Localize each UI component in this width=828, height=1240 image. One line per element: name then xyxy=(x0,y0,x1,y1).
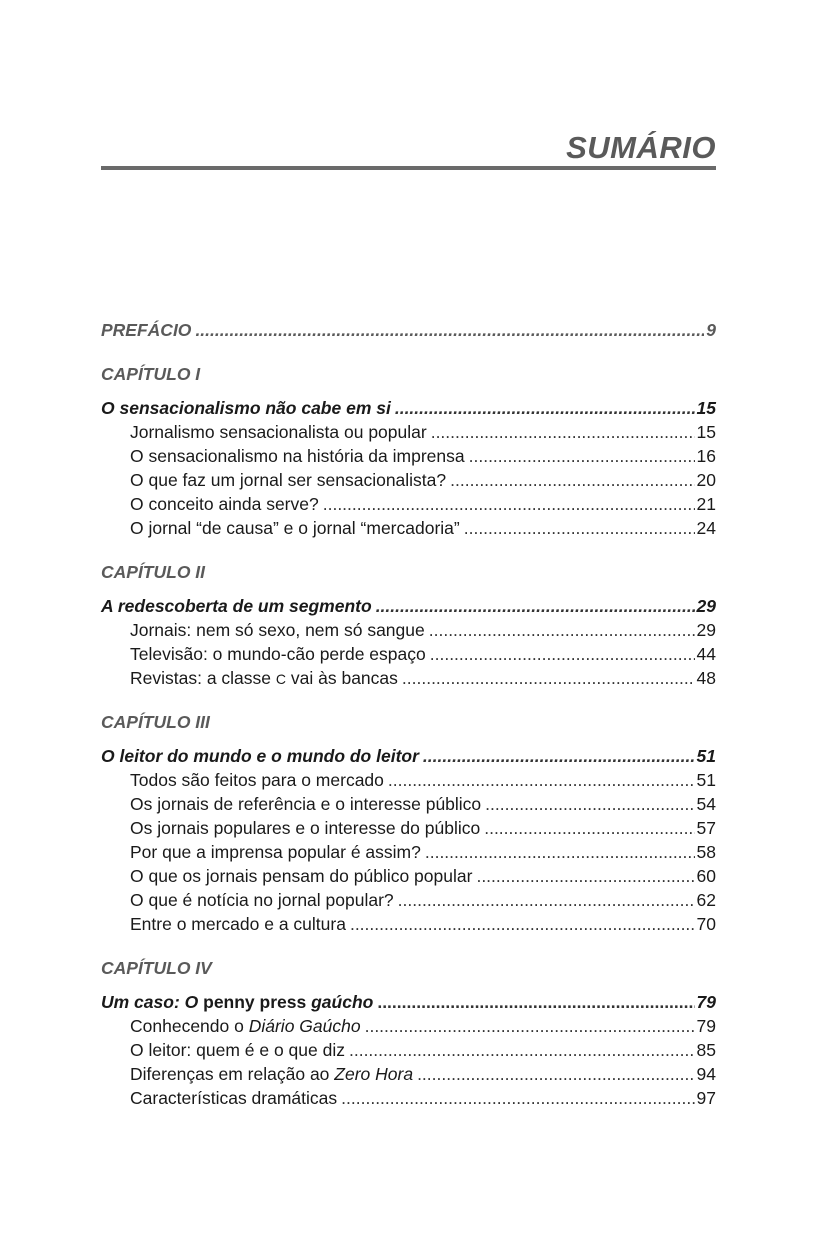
toc-entry-page: 21 xyxy=(696,494,716,514)
chapter-heading: CAPÍTULO II xyxy=(101,562,206,582)
leader-dots xyxy=(323,492,695,516)
leader-dots xyxy=(423,744,695,768)
toc-entry[interactable] xyxy=(101,642,716,666)
leader-dots xyxy=(377,990,694,1014)
toc-entry-page: 15 xyxy=(696,398,716,418)
toc-entry-page: 29 xyxy=(696,620,716,640)
toc-entry-label: O que os jornais pensam do público popular xyxy=(130,866,473,886)
toc-entry[interactable] xyxy=(101,792,716,816)
toc-entry-page: 60 xyxy=(696,866,716,886)
toc-entry-label: Características dramáticas xyxy=(130,1088,338,1108)
leader-dots xyxy=(464,516,695,540)
toc-entry-page: 79 xyxy=(696,992,716,1012)
chapter-heading: CAPÍTULO IV xyxy=(101,958,212,978)
leader-dots xyxy=(484,816,694,840)
page-title: SUMÁRIO xyxy=(566,130,716,165)
leader-dots xyxy=(376,594,695,618)
leader-dots xyxy=(388,768,695,792)
toc-entry-page: 62 xyxy=(696,890,716,910)
toc-entry-label: A redescoberta de um segmento xyxy=(101,596,372,616)
toc-entry-chapter-title[interactable] xyxy=(101,396,716,420)
leader-dots xyxy=(469,444,695,468)
leader-dots xyxy=(429,618,695,642)
toc-entry-label: Revistas: a classe C vai às bancas xyxy=(130,668,398,688)
leader-dots xyxy=(402,666,695,690)
leader-dots xyxy=(430,642,695,666)
table-of-contents xyxy=(101,318,716,1110)
toc-entry[interactable] xyxy=(101,1038,716,1062)
toc-entry-page: 94 xyxy=(696,1064,716,1084)
leader-dots xyxy=(476,864,694,888)
toc-entry-page: 54 xyxy=(696,794,716,814)
toc-entry-label: PREFÁCIO xyxy=(101,320,192,340)
toc-entry-label: O sensacionalismo na história da imprensa xyxy=(130,446,465,466)
toc-entry[interactable] xyxy=(101,444,716,468)
toc-entry-page: 58 xyxy=(696,842,716,862)
toc-entry-page: 51 xyxy=(696,770,716,790)
toc-entry[interactable] xyxy=(101,840,716,864)
toc-entry-label: O leitor: quem é e o que diz xyxy=(130,1040,345,1060)
leader-dots xyxy=(425,840,695,864)
toc-entry[interactable] xyxy=(101,1086,716,1110)
toc-entry-preface[interactable] xyxy=(101,318,716,342)
toc-entry[interactable] xyxy=(101,888,716,912)
chapter-heading: CAPÍTULO III xyxy=(101,712,210,732)
toc-entry-page: 85 xyxy=(696,1040,716,1060)
toc-entry-label: Os jornais de referência e o interesse público xyxy=(130,794,482,814)
toc-entry[interactable] xyxy=(101,666,716,690)
leader-dots xyxy=(395,396,695,420)
toc-entry-page: 16 xyxy=(696,446,716,466)
toc-entry[interactable] xyxy=(101,492,716,516)
toc-entry-page: 79 xyxy=(696,1016,716,1036)
toc-entry-page: 24 xyxy=(696,518,716,538)
toc-entry-label: O que faz um jornal ser sensacionalista? xyxy=(130,470,447,490)
toc-entry-chapter-title[interactable] xyxy=(101,594,716,618)
toc-entry-page: 97 xyxy=(696,1088,716,1108)
toc-entry-label: Um caso: O penny press gaúcho xyxy=(101,992,374,1012)
chapter-heading: CAPÍTULO I xyxy=(101,364,201,384)
toc-entry[interactable] xyxy=(101,516,716,540)
toc-entry-page: 57 xyxy=(696,818,716,838)
toc-entry[interactable] xyxy=(101,912,716,936)
toc-entry[interactable] xyxy=(101,768,716,792)
toc-entry-label: Diferenças em relação ao Zero Hora xyxy=(130,1064,414,1084)
toc-entry-page: 20 xyxy=(696,470,716,490)
leader-dots xyxy=(450,468,694,492)
toc-entry-page: 15 xyxy=(696,422,716,442)
toc-entry-page: 29 xyxy=(696,596,716,616)
toc-entry-page: 51 xyxy=(696,746,716,766)
toc-entry[interactable] xyxy=(101,618,716,642)
leader-dots xyxy=(349,1038,695,1062)
leader-dots xyxy=(365,1014,695,1038)
toc-entry-label: Todos são feitos para o mercado xyxy=(130,770,384,790)
toc-entry-label: Jornalismo sensacionalista ou popular xyxy=(130,422,427,442)
toc-entry-label: Televisão: o mundo-cão perde espaço xyxy=(130,644,426,664)
toc-entry-label: Jornais: nem só sexo, nem só sangue xyxy=(130,620,425,640)
toc-entry-chapter-title[interactable] xyxy=(101,990,716,1014)
toc-entry-page: 9 xyxy=(706,320,716,340)
toc-entry-label: O leitor do mundo e o mundo do leitor xyxy=(101,746,419,766)
toc-entry-page: 44 xyxy=(696,644,716,664)
toc-entry-label: Por que a imprensa popular é assim? xyxy=(130,842,421,862)
toc-entry-label: Os jornais populares e o interesse do público xyxy=(130,818,481,838)
toc-entry[interactable] xyxy=(101,864,716,888)
toc-entry-label: O que é notícia no jornal popular? xyxy=(130,890,394,910)
leader-dots xyxy=(341,1086,694,1110)
toc-entry-label: Conhecendo o Diário Gaúcho xyxy=(130,1016,361,1036)
leader-dots xyxy=(350,912,695,936)
toc-entry-label: O sensacionalismo não cabe em si xyxy=(101,398,391,418)
toc-entry[interactable] xyxy=(101,468,716,492)
leader-dots xyxy=(485,792,694,816)
leader-dots xyxy=(417,1062,694,1086)
toc-entry[interactable] xyxy=(101,420,716,444)
leader-dots xyxy=(195,318,704,342)
toc-entry-chapter-title[interactable] xyxy=(101,744,716,768)
toc-entry-label: Entre o mercado e a cultura xyxy=(130,914,346,934)
toc-entry-label: O conceito ainda serve? xyxy=(130,494,319,514)
toc-entry[interactable] xyxy=(101,816,716,840)
leader-dots xyxy=(431,420,695,444)
toc-entry[interactable] xyxy=(101,1062,716,1086)
toc-entry-page: 70 xyxy=(696,914,716,934)
toc-entry-label: O jornal “de causa” e o jornal “mercadoria” xyxy=(130,518,460,538)
toc-entry-page: 48 xyxy=(696,668,716,688)
toc-entry[interactable] xyxy=(101,1014,716,1038)
leader-dots xyxy=(398,888,695,912)
title-rule xyxy=(101,166,716,170)
